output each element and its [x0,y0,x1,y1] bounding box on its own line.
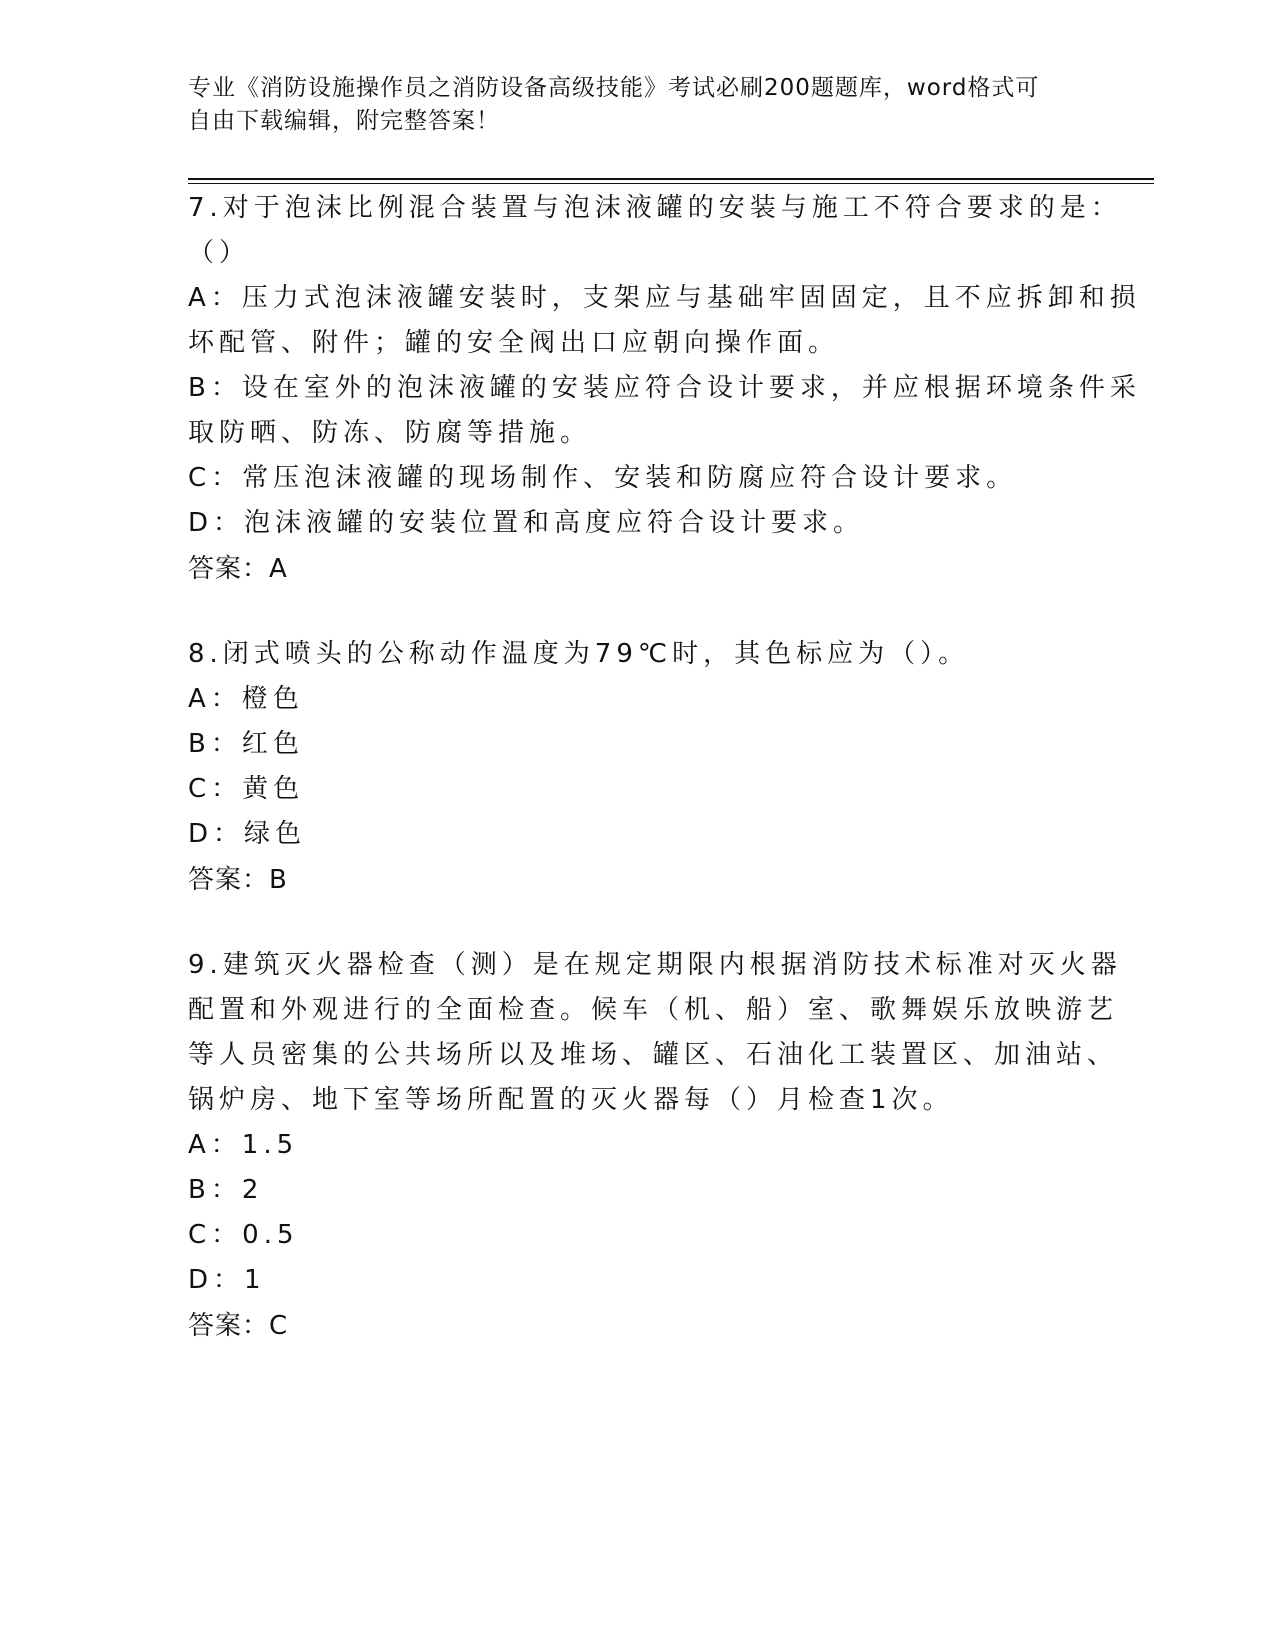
question-stem-line: 7.对于泡沫比例混合装置与泡沫液罐的安装与施工不符合要求的是： [188,193,1122,223]
option-d-line: D：泡沫液罐的安装位置和高度应符合设计要求。 [188,508,865,538]
answer-label: 答案：B [188,865,288,895]
answer-label: 答案：A [188,554,288,584]
option-b-line: B：2 [188,1175,264,1205]
question-stem-line: 8.闭式喷头的公称动作温度为79℃时，其色标应为（）。 [188,639,970,669]
option-c-line: C：0.5 [188,1220,299,1250]
header-divider-thick [188,178,1154,180]
question-list [188,186,1141,1389]
option-c-line: C：常压泡沫液罐的现场制作、安装和防腐应符合设计要求。 [188,463,1018,493]
question-stem-line: 等人员密集的公共场所以及堆场、罐区、石油化工装置区、加油站、 [188,1040,1119,1070]
option-a-line: A：压力式泡沫液罐安装时，支架应与基础牢固固定，且不应拆卸和损 [188,283,1141,313]
option-a-line: A：橙色 [188,684,304,714]
option-a-line: A：1.5 [188,1130,299,1160]
option-c-line: C：黄色 [188,774,305,804]
option-b-line: B：红色 [188,729,304,759]
option-d-line: D：绿色 [188,819,307,849]
question-stem-line: （） [188,238,251,268]
question-8 [188,632,1088,903]
header-divider-thin [188,183,1154,184]
option-b-line: B：设在室外的泡沫液罐的安装应符合设计要求，并应根据环境条件采 [188,373,1141,403]
question-9 [188,943,1122,1349]
header-line-2: 自由下载编辑，附完整答案！ [188,108,500,134]
document-header [188,72,1068,138]
option-a-line: 坏配管、附件；罐的安全阀出口应朝向操作面。 [188,328,840,358]
answer-label: 答案：C [188,1311,289,1341]
option-b-line: 取防晒、防冻、防腐等措施。 [188,418,592,448]
question-7 [188,186,1141,592]
question-stem-line: 9.建筑灭火器检查（测）是在规定期限内根据消防技术标准对灭火器 [188,950,1122,980]
option-d-line: D：1 [188,1265,266,1295]
question-stem-line: 配置和外观进行的全面检查。候车（机、船）室、歌舞娱乐放映游艺 [188,995,1119,1025]
header-line-1: 专业《消防设施操作员之消防设备高级技能》考试必刷200题题库，word格式可 [188,75,1040,101]
question-stem-line: 锅炉房、地下室等场所配置的灭火器每（）月检查1次。 [188,1085,954,1115]
